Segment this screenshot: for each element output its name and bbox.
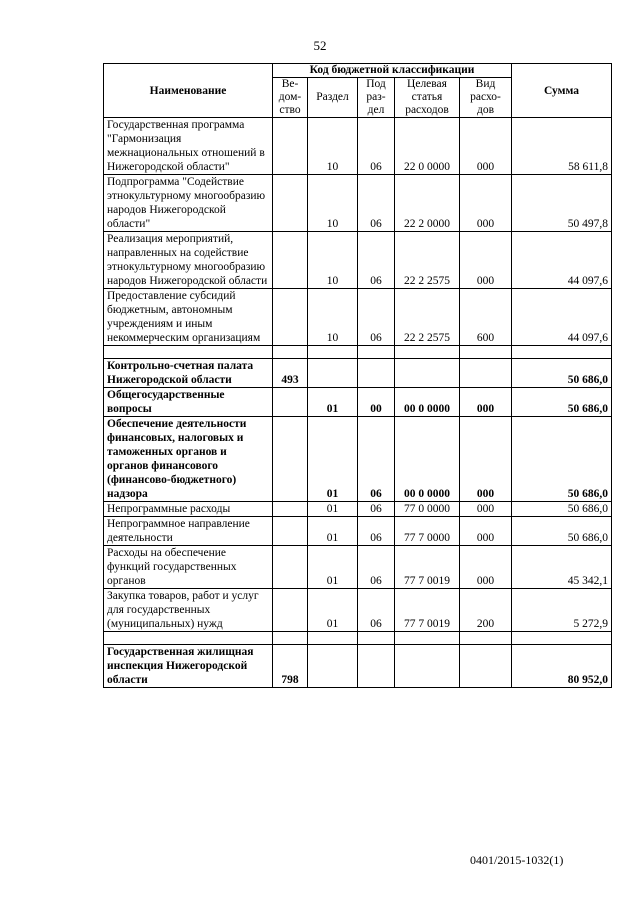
- cell-vedomstvo: [273, 589, 308, 632]
- cell-vid: 000: [460, 502, 512, 517]
- cell-name: Непрограммное направление деятельности: [104, 517, 273, 546]
- table-row: [104, 645, 612, 688]
- spacer-row: [104, 632, 612, 645]
- cell-vid: [460, 346, 512, 359]
- cell-celevaya: 77 7 0000: [395, 517, 460, 546]
- cell-razdel: [308, 346, 358, 359]
- cell-podrazdel: [358, 346, 395, 359]
- table-row: [104, 589, 612, 632]
- cell-vedomstvo: [273, 502, 308, 517]
- cell-podrazdel: 06: [358, 417, 395, 502]
- table-row: [104, 517, 612, 546]
- cell-razdel: 01: [308, 502, 358, 517]
- cell-vedomstvo: 798: [273, 645, 308, 688]
- table-row: [104, 175, 612, 232]
- cell-name: Предоставление субсидий бюджетным, автономным учреждениям и иным некоммерческим организациям: [104, 289, 273, 346]
- cell-razdel: [308, 632, 358, 645]
- cell-name: Закупка товаров, работ и услуг для государственных (муниципальных) нужд: [104, 589, 273, 632]
- cell-podrazdel: 00: [358, 388, 395, 417]
- cell-celevaya: 22 2 0000: [395, 175, 460, 232]
- cell-vedomstvo: [273, 232, 308, 289]
- cell-vid: [460, 645, 512, 688]
- cell-vedomstvo: [273, 517, 308, 546]
- header-celevaya: Целевая статья расходов: [395, 78, 460, 118]
- spacer-row: [104, 346, 612, 359]
- cell-summa: 50 686,0: [512, 517, 612, 546]
- table-row: [104, 118, 612, 175]
- cell-vedomstvo: [273, 175, 308, 232]
- cell-name: Расходы на обеспечение функций государственных органов: [104, 546, 273, 589]
- cell-vid: 000: [460, 388, 512, 417]
- page-number: 52: [313, 38, 327, 53]
- cell-name: Государственная жилищная инспекция Нижегородской области: [104, 645, 273, 688]
- cell-razdel: 10: [308, 289, 358, 346]
- cell-podrazdel: [358, 632, 395, 645]
- cell-podrazdel: 06: [358, 289, 395, 346]
- cell-vid: 200: [460, 589, 512, 632]
- cell-summa: [512, 632, 612, 645]
- cell-razdel: 10: [308, 175, 358, 232]
- cell-celevaya: 00 0 0000: [395, 417, 460, 502]
- cell-summa: 58 611,8: [512, 118, 612, 175]
- cell-summa: 50 686,0: [512, 388, 612, 417]
- cell-celevaya: [395, 645, 460, 688]
- cell-name: Государственная программа "Гармонизация межнациональных отношений в Нижегородской области": [104, 118, 273, 175]
- cell-podrazdel: 06: [358, 589, 395, 632]
- table-header: [104, 64, 612, 118]
- table-row: [104, 546, 612, 589]
- header-razdel: Раздел: [308, 78, 358, 118]
- cell-celevaya: 77 0 0000: [395, 502, 460, 517]
- budget-table: [103, 63, 612, 688]
- cell-vedomstvo: [273, 346, 308, 359]
- document-code: 0401/2015-1032(1): [470, 853, 564, 867]
- cell-name: Общегосударственные вопросы: [104, 388, 273, 417]
- cell-podrazdel: 06: [358, 118, 395, 175]
- cell-celevaya: [395, 632, 460, 645]
- cell-celevaya: 22 2 2575: [395, 289, 460, 346]
- cell-vid: 000: [460, 546, 512, 589]
- cell-vedomstvo: [273, 388, 308, 417]
- cell-vid: 000: [460, 118, 512, 175]
- cell-summa: 50 686,0: [512, 359, 612, 388]
- cell-podrazdel: [358, 359, 395, 388]
- cell-razdel: 01: [308, 517, 358, 546]
- cell-celevaya: 22 2 2575: [395, 232, 460, 289]
- cell-vedomstvo: [273, 289, 308, 346]
- cell-summa: 45 342,1: [512, 546, 612, 589]
- cell-summa: 50 686,0: [512, 417, 612, 502]
- cell-razdel: 10: [308, 232, 358, 289]
- cell-name: [104, 632, 273, 645]
- cell-podrazdel: 06: [358, 517, 395, 546]
- cell-vid: 000: [460, 175, 512, 232]
- cell-podrazdel: 06: [358, 232, 395, 289]
- cell-celevaya: [395, 346, 460, 359]
- cell-podrazdel: 06: [358, 175, 395, 232]
- cell-razdel: 10: [308, 118, 358, 175]
- table-row: [104, 289, 612, 346]
- cell-podrazdel: 06: [358, 546, 395, 589]
- cell-name: Реализация мероприятий, направленных на содействие этнокультурному многообразию народов Нижегородской области: [104, 232, 273, 289]
- table-row: [104, 359, 612, 388]
- cell-vid: 000: [460, 517, 512, 546]
- table-row: [104, 502, 612, 517]
- header-vid: Вид расхо- дов: [460, 78, 512, 118]
- cell-razdel: [308, 359, 358, 388]
- cell-summa: 5 272,9: [512, 589, 612, 632]
- cell-vedomstvo: 493: [273, 359, 308, 388]
- cell-summa: [512, 346, 612, 359]
- header-podrazdel: Под раз- дел: [358, 78, 395, 118]
- cell-vid: 000: [460, 417, 512, 502]
- cell-vedomstvo: [273, 632, 308, 645]
- cell-summa: 44 097,6: [512, 232, 612, 289]
- cell-vedomstvo: [273, 546, 308, 589]
- cell-podrazdel: 06: [358, 502, 395, 517]
- cell-podrazdel: [358, 645, 395, 688]
- cell-vedomstvo: [273, 118, 308, 175]
- cell-razdel: 01: [308, 546, 358, 589]
- table-row: [104, 388, 612, 417]
- cell-vid: 600: [460, 289, 512, 346]
- cell-razdel: 01: [308, 589, 358, 632]
- cell-razdel: [308, 645, 358, 688]
- cell-name: [104, 346, 273, 359]
- cell-vedomstvo: [273, 417, 308, 502]
- header-name: Наименование: [104, 64, 273, 118]
- cell-summa: 50 686,0: [512, 502, 612, 517]
- cell-summa: 50 497,8: [512, 175, 612, 232]
- cell-name: Подпрограмма "Содействие этнокультурному многообразию народов Нижегородской области": [104, 175, 273, 232]
- cell-vid: [460, 359, 512, 388]
- cell-summa: 44 097,6: [512, 289, 612, 346]
- header-vedomstvo: Ве- дом- ство: [273, 78, 308, 118]
- header-code-group: Код бюджетной классификации: [273, 64, 512, 78]
- cell-vid: 000: [460, 232, 512, 289]
- cell-name: Контрольно-счетная палата Нижегородской области: [104, 359, 273, 388]
- cell-vid: [460, 632, 512, 645]
- cell-razdel: 01: [308, 417, 358, 502]
- cell-celevaya: 22 0 0000: [395, 118, 460, 175]
- header-summa: Сумма: [512, 64, 612, 118]
- cell-celevaya: 77 7 0019: [395, 589, 460, 632]
- cell-razdel: 01: [308, 388, 358, 417]
- cell-name: Непрограммные расходы: [104, 502, 273, 517]
- table-row: [104, 232, 612, 289]
- cell-celevaya: 00 0 0000: [395, 388, 460, 417]
- cell-name: Обеспечение деятельности финансовых, налоговых и таможенных органов и органов финансового (финансово-бюджетного) надзора: [104, 417, 273, 502]
- table-row: [104, 417, 612, 502]
- table-body: [104, 118, 612, 688]
- cell-summa: 80 952,0: [512, 645, 612, 688]
- cell-celevaya: 77 7 0019: [395, 546, 460, 589]
- cell-celevaya: [395, 359, 460, 388]
